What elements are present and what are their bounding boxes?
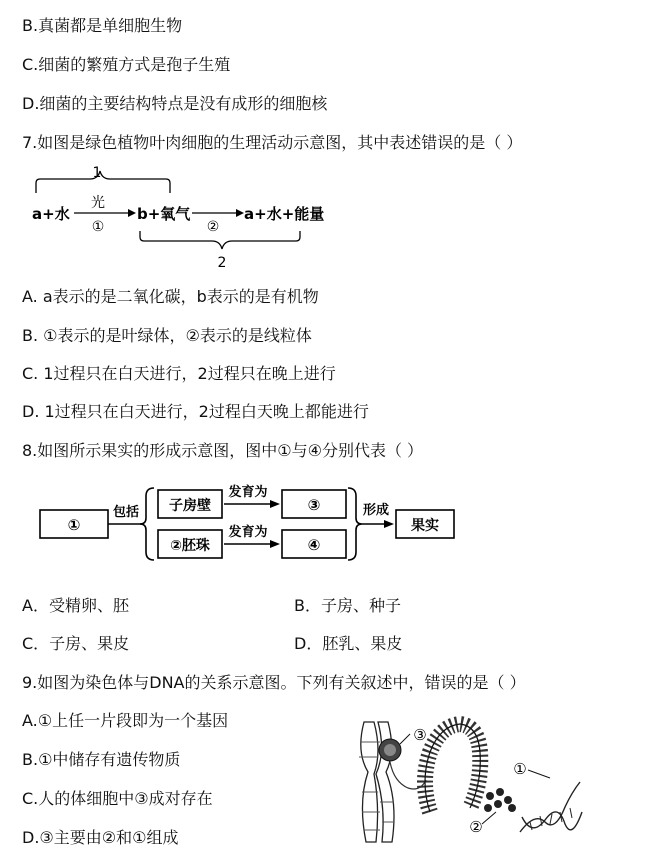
q9-option-b: B.①中储存有遗传物质 xyxy=(22,750,181,769)
q7-brace-2 xyxy=(140,231,300,249)
q7-step1-label: ① xyxy=(91,219,105,235)
chromatin-coil-icon xyxy=(425,724,480,812)
q7-step2-label: ② xyxy=(206,219,220,235)
q8-develop-label-2: 发育为 xyxy=(228,525,268,540)
q6-option-d: D.细菌的主要结构特点是没有成形的细胞核 xyxy=(22,94,328,113)
dna-double-helix-icon xyxy=(520,782,582,832)
q8-ovule-label: ②胚珠 xyxy=(170,538,210,554)
q7-photosynthesis-respiration-diagram xyxy=(30,165,340,273)
q8-option-d: D．胚乳、果皮 xyxy=(294,634,403,653)
q9-option-a: A.①上任一片段即为一个基因 xyxy=(22,711,229,730)
q8-include-label: 包括 xyxy=(112,505,140,520)
q7-option-a: A. a表示的是二氧化碳，b表示的是有机物 xyxy=(22,287,319,306)
q7-option-d: D. 1过程只在白天进行，2过程白天晚上都能进行 xyxy=(22,402,369,421)
q7-middle-text: b+氧气 xyxy=(137,205,191,223)
q7-option-b: B. ①表示的是叶绿体，②表示的是线粒体 xyxy=(22,326,312,345)
q8-ovary-wall-label: 子房壁 xyxy=(169,498,211,514)
q8-develop-label-1: 发育为 xyxy=(228,485,268,500)
q9-option-d: D.③主要由②和①组成 xyxy=(22,828,179,847)
q8-box-1-label: ① xyxy=(67,516,81,534)
q6-option-c: C.细菌的繁殖方式是孢子生殖 xyxy=(22,55,231,74)
q6-option-b: B.真菌都是单细胞生物 xyxy=(22,16,183,35)
q7-stem: 7.如图是绿色植物叶肉细胞的生理活动示意图，其中表述错误的是（ ） xyxy=(22,133,523,152)
q8-form-label: 形成 xyxy=(362,503,390,518)
q7-label-1: 1 xyxy=(92,165,102,181)
q7-arrowhead-1 xyxy=(128,209,136,217)
q8-option-a: A．受精卵、胚 xyxy=(22,596,129,615)
q7-left-text: a+水 xyxy=(32,205,70,223)
q9-chromosome-dna-diagram xyxy=(350,712,585,852)
q8-box-3-label: ③ xyxy=(307,496,321,514)
q8-left-brace xyxy=(140,488,154,560)
q9-label-1: ① xyxy=(513,760,527,778)
q8-option-b: B．子房、种子 xyxy=(294,596,401,615)
q8-option-c: C．子房、果皮 xyxy=(22,634,130,653)
q8-arrowhead-1 xyxy=(270,500,280,508)
q8-arrowhead-3 xyxy=(384,520,394,528)
q8-fruit-label: 果实 xyxy=(411,518,439,534)
nucleosome-beads-icon xyxy=(484,788,516,812)
q7-brace-1 xyxy=(36,171,170,193)
q8-fruit-formation-diagram xyxy=(36,478,466,568)
q9-label-2: ② xyxy=(469,818,483,836)
q8-right-brace xyxy=(348,488,362,560)
q9-label-3: ③ xyxy=(413,726,427,744)
q9-stem: 9.如图为染色体与DNA的关系示意图。下列有关叙述中，错误的是（ ） xyxy=(22,673,526,692)
q7-light-label: 光 xyxy=(91,195,105,211)
q8-stem: 8.如图所示果实的形成示意图，图中①与④分别代表（ ） xyxy=(22,441,424,460)
q8-arrowhead-2 xyxy=(270,540,280,548)
q7-option-c: C. 1过程只在白天进行，2过程只在晚上进行 xyxy=(22,364,336,383)
q9-option-c: C.人的体细胞中③成对存在 xyxy=(22,789,213,808)
q7-label-2: 2 xyxy=(217,255,227,271)
q7-arrowhead-2 xyxy=(236,209,244,217)
q7-right-text: a+水+能量 xyxy=(244,205,325,223)
q8-box-4-label: ④ xyxy=(307,536,321,554)
